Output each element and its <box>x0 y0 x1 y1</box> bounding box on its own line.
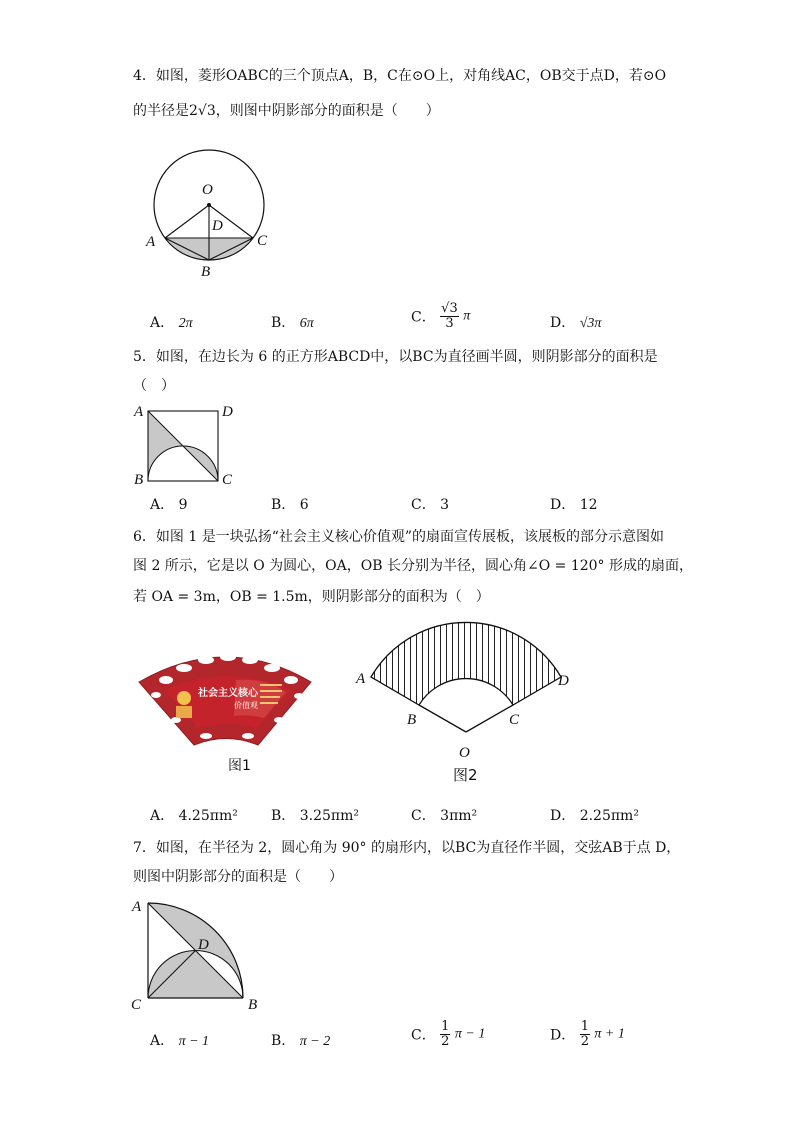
q4-option-d[interactable] <box>550 312 601 332</box>
option-letter: B． <box>271 497 296 513</box>
fraction-denominator: 2 <box>441 1034 450 1049</box>
q4-figure <box>135 150 285 285</box>
option-value: π <box>463 308 471 324</box>
option-value: 6 <box>299 497 309 513</box>
q6-fig2-caption: 图2 <box>453 766 478 784</box>
q4-label-D: D <box>212 218 223 234</box>
q4-line2: 的半径是2√3，则图中阴影部分的面积是（ ） <box>133 103 440 119</box>
q6-label-B: B <box>407 712 417 728</box>
option-value: 6π <box>299 316 314 331</box>
q5-label-C: C <box>222 472 233 488</box>
q7-line1: 7．如图，在半径为 2，圆心角为 90° 的扇形内，以BC为直径作半圆，交弦AB于点 D， <box>133 840 681 856</box>
q7-option-d[interactable] <box>550 1020 625 1049</box>
q6-fig1-caption: 图1 <box>228 758 251 774</box>
option-letter: A． <box>150 808 175 824</box>
option-value: 9 <box>178 497 188 513</box>
option-letter: B． <box>271 315 296 331</box>
option-letter: D． <box>550 315 576 331</box>
q7-label-D: D <box>198 937 209 953</box>
fraction-numerator: √3 <box>441 301 458 316</box>
q5-label-A: A <box>134 404 144 420</box>
option-letter: B． <box>271 1033 296 1049</box>
q5-label-D: D <box>222 404 233 420</box>
q7-option-c[interactable] <box>411 1020 485 1049</box>
option-letter: B． <box>271 808 296 824</box>
q6-label-D: D <box>558 673 569 689</box>
q4-option-b[interactable] <box>271 312 314 332</box>
option-letter: D． <box>550 497 576 513</box>
option-value: π − 1 <box>178 1034 210 1049</box>
option-value: 3 <box>440 497 450 513</box>
q5-figure <box>130 400 240 490</box>
q4-label-O: O <box>202 182 213 198</box>
q4-label-A: A <box>146 234 156 250</box>
option-letter: A． <box>150 315 175 331</box>
q7-line2: 则图中阴影部分的面积是（ ） <box>133 869 343 885</box>
q7-label-A: A <box>132 899 142 915</box>
q6-line1: 6．如图 1 是一块弘扬“社会主义核心价值观”的扇面宣传展板，该展板的部分示意图如 <box>133 529 665 545</box>
emblem-icon <box>177 691 191 705</box>
option-fraction <box>580 1020 590 1049</box>
option-value: 2.25πm² <box>579 808 639 824</box>
option-letter: C． <box>411 497 436 513</box>
option-value: 3.25πm² <box>299 808 360 824</box>
option-value: √3π <box>579 316 602 331</box>
q6-label-O: O <box>459 745 470 761</box>
q4-option-c[interactable] <box>411 302 470 331</box>
q5-line1: 5．如图，在边长为 6 的正方形ABCD中，以BC为直径画半圆，则阴影部分的面积是 <box>133 349 658 365</box>
fraction-denominator: 3 <box>445 316 454 331</box>
fraction-denominator: 2 <box>580 1034 589 1049</box>
q6-option-a[interactable] <box>150 805 238 825</box>
option-letter: C． <box>411 309 436 326</box>
option-value: π − 2 <box>299 1034 331 1049</box>
q7-option-a[interactable] <box>150 1030 209 1050</box>
q7-label-C: C <box>131 997 142 1013</box>
q4-label-C: C <box>257 233 268 249</box>
q4-label-B: B <box>201 264 211 280</box>
option-letter: C． <box>411 1027 436 1044</box>
q6-line2: 图 2 所示，它是以 O 为圆心，OA，OB 长分别为半径，圆心角∠O = 120° 形成的扇面， <box>133 558 693 574</box>
q6-line3: 若 OA = 3m，OB = 1.5m，则阴影部分的面积为（ ） <box>133 589 490 605</box>
option-letter: A． <box>150 1033 175 1049</box>
option-fraction <box>440 302 459 331</box>
option-value: 12 <box>579 497 598 513</box>
option-letter: D． <box>550 1027 576 1044</box>
q6-option-b[interactable] <box>271 805 359 825</box>
option-letter: D． <box>550 808 576 824</box>
fraction-numerator: 1 <box>441 1019 450 1034</box>
q5-option-a[interactable] <box>150 494 188 514</box>
option-value: 3πm² <box>440 808 478 824</box>
option-letter: C． <box>411 808 436 824</box>
q6-figure2 <box>350 605 590 790</box>
q5-line2: （ ） <box>133 378 175 394</box>
q6-label-C: C <box>509 712 520 728</box>
q6-figure1-board <box>136 640 316 775</box>
option-value: 2π <box>178 316 193 331</box>
q4-line1: 4．如图，菱形OABC的三个顶点A，B，C在⊙O上，对角线AC，OB交于点D，若⊙O <box>133 68 667 84</box>
q4-option-a[interactable] <box>150 312 193 332</box>
option-fraction <box>440 1020 450 1049</box>
option-value: 4.25πm² <box>178 808 238 824</box>
board-title: 社会主义核心 <box>198 688 258 699</box>
fraction-numerator: 1 <box>580 1019 589 1034</box>
option-letter: A． <box>150 497 175 513</box>
q7-option-b[interactable] <box>271 1030 330 1050</box>
q5-label-B: B <box>134 472 144 488</box>
option-value: π + 1 <box>594 1026 625 1042</box>
q5-option-b[interactable] <box>271 494 309 514</box>
q6-shaded-annular-sector <box>371 622 561 705</box>
q5-option-d[interactable] <box>550 494 598 514</box>
board-subtitle: 价值观 <box>234 701 258 710</box>
option-value: π − 1 <box>454 1026 486 1042</box>
q7-figure <box>128 895 268 1015</box>
q5-option-c[interactable] <box>411 494 449 514</box>
q6-label-A: A <box>356 671 366 687</box>
q7-label-B: B <box>248 997 258 1013</box>
q6-option-d[interactable] <box>550 805 639 825</box>
q6-option-c[interactable] <box>411 805 477 825</box>
